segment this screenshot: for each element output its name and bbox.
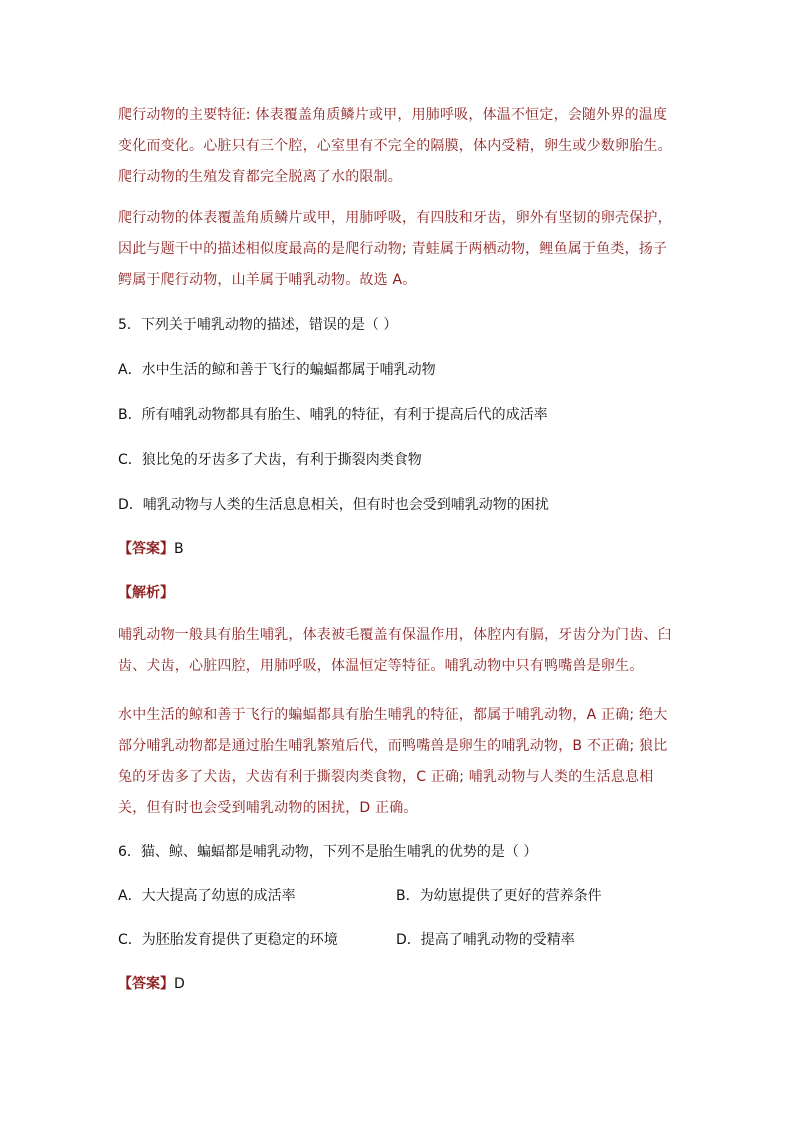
answer-label: 【答案】	[118, 976, 174, 992]
answer-label: 【答案】	[118, 541, 174, 557]
q6-option-b: B．为幼崽提供了更好的营养条件	[396, 888, 602, 904]
q6-stem: 6．猫、鲸、蝙蝠都是哺乳动物，下列不是胎生哺乳的优势的是（ ）	[118, 844, 538, 860]
q6-option-c: C．为胚胎发育提供了更稳定的环境	[118, 932, 338, 948]
q6-answer	[118, 973, 680, 995]
q5-option-c: C．狼比兔的牙齿多了犬齿，有利于撕裂肉类食物	[118, 452, 422, 468]
q6-options-row-2	[118, 929, 680, 951]
q6-options-row-1	[118, 885, 680, 907]
q5-option-d: D．哺乳动物与人类的生活息息相关，但有时也会受到哺乳动物的困扰	[118, 497, 549, 513]
q6-option-a: A．大大提高了幼崽的成活率	[118, 888, 296, 904]
q6-option-d: D．提高了哺乳动物的受精率	[396, 932, 575, 948]
answer-value: B	[174, 541, 184, 557]
q5-analysis-paragraph-2: 水中生活的鲸和善于飞行的蝙蝠都具有胎生哺乳的特征，都属于哺乳动物，A 正确; 绝大部分哺乳动物都是通过胎生哺乳繁殖后代，而鸭嘴兽是卵生的哺乳动物，B 不正确; 狼比兔的牙齿多了犬齿，犬齿有利于撕裂肉类食物，C 正确; 哺乳动物与人类的生活息息相关，但有时也会受到哺乳动物的困扰，D 正确。	[118, 707, 668, 816]
q5-answer	[118, 538, 680, 560]
q5-stem: 5．下列关于哺乳动物的描述，错误的是（ ）	[118, 317, 398, 333]
answer-value: D	[174, 976, 185, 992]
q5-option-a: A．水中生活的鲸和善于飞行的蝙蝠都属于哺乳动物	[118, 362, 436, 378]
prev-explanation-paragraph-1: 爬行动物的主要特征: 体表覆盖角质鳞片或甲，用肺呼吸，体温不恒定，会随外界的温度变化而变化。心脏只有三个腔，心室里有不完全的隔膜，体内受精，卵生或少数卵胎生。爬行动物的生殖发育都完全脱离了水的限制。	[118, 107, 672, 185]
q5-option-b: B．所有哺乳动物都具有胎生、哺乳的特征，有利于提高后代的成活率	[118, 407, 548, 423]
prev-explanation-paragraph-2: 爬行动物的体表覆盖角质鳞片或甲，用肺呼吸，有四肢和牙齿，卵外有坚韧的卵壳保护，因此与题干中的描述相似度最高的是爬行动物; 青蛙属于两栖动物，鲤鱼属于鱼类，扬子鳄属于爬行动物，山羊属于哺乳动物。故选 A。	[118, 210, 672, 288]
q5-analysis-label: 【解析】	[118, 585, 174, 601]
q5-analysis-paragraph-1: 哺乳动物一般具有胎生哺乳，体表被毛覆盖有保温作用，体腔内有膈，牙齿分为门齿、臼齿、犬齿，心脏四腔，用肺呼吸，体温恒定等特征。哺乳动物中只有鸭嘴兽是卵生。	[118, 627, 672, 674]
